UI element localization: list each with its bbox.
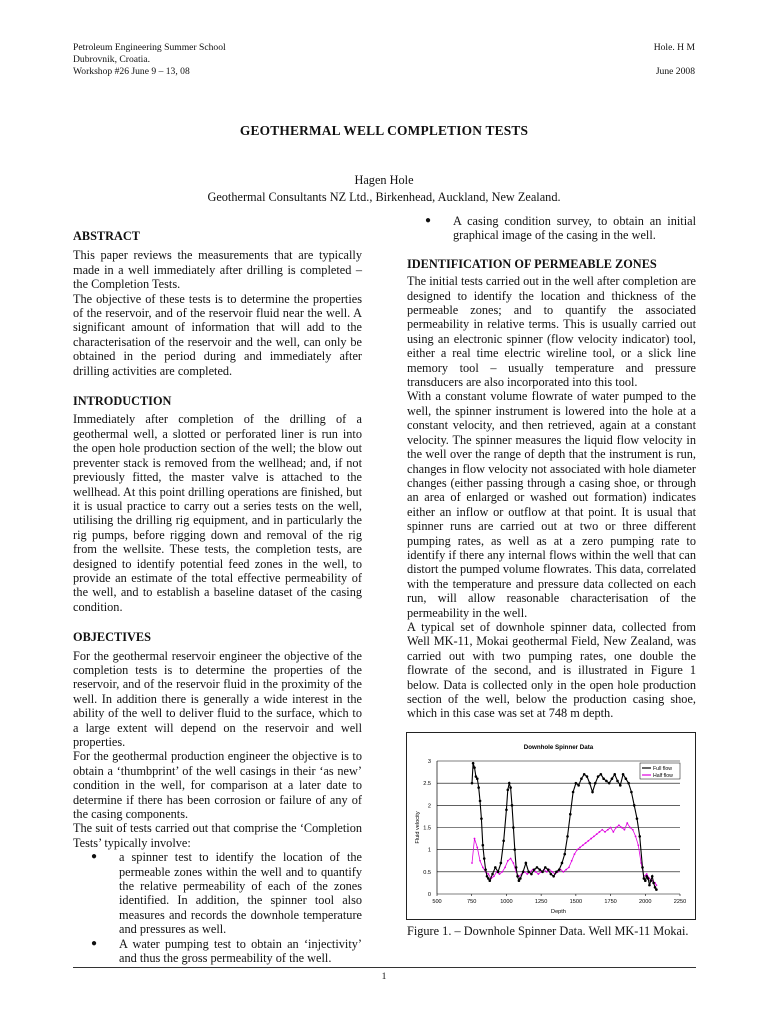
data-point bbox=[641, 866, 644, 869]
data-point bbox=[476, 847, 478, 849]
data-point bbox=[613, 773, 616, 776]
data-point bbox=[577, 784, 580, 787]
figure-1-chart bbox=[406, 732, 696, 920]
data-point bbox=[607, 829, 609, 831]
header-date: June 2008 bbox=[655, 66, 695, 77]
data-point bbox=[579, 847, 581, 849]
data-point bbox=[499, 873, 501, 875]
header-author: Hole. H M bbox=[653, 42, 695, 53]
data-point bbox=[574, 853, 576, 855]
data-point bbox=[580, 777, 583, 780]
data-point bbox=[626, 822, 628, 824]
data-point bbox=[627, 782, 630, 785]
author-affiliation: Geothermal Consultants NZ Ltd., Birkenhead, Auckland, New Zealand. bbox=[207, 190, 561, 204]
y-tick-label: 2 bbox=[427, 803, 431, 810]
list-item-text: A casing condition survey, to obtain an initial graphical image of the casing in the well. bbox=[453, 214, 696, 243]
data-point bbox=[507, 789, 510, 792]
permeable-paragraph-1: The initial tests carried out in the well after completion are designed to identify the location and thickness of the permeable zones; and to quantify the associated permeability in relative terms. This is usually carried out using an electronic spinner (flow velocity indicator) tool, either a real time electric wireline tool, or a slick line memory tool – usually temperature and pressure transducers are also incorporated into this tool. bbox=[407, 274, 696, 390]
y-tick-label: 3 bbox=[427, 759, 431, 765]
y-tick-label: 0.5 bbox=[423, 869, 431, 876]
data-point bbox=[502, 840, 505, 843]
data-point bbox=[551, 871, 553, 873]
list-item bbox=[73, 937, 362, 966]
data-point bbox=[546, 871, 548, 873]
data-point bbox=[654, 886, 657, 889]
data-point bbox=[637, 844, 639, 846]
data-point bbox=[479, 860, 481, 862]
objectives-paragraph-1: For the geothermal reservoir engineer the objective of the completion tests is to determine the properties of the reservoir, and of the reservoir fluid in the proximity of the well. In addition there is generally a wide interest in the ability of the well to deliver fluid to the surface, which to a large extent will depend on the reservoir and well properties. bbox=[73, 648, 362, 749]
running-header-left bbox=[73, 42, 226, 78]
data-point bbox=[525, 862, 528, 865]
data-point bbox=[615, 827, 617, 829]
data-point bbox=[483, 857, 486, 860]
left-column bbox=[73, 214, 362, 966]
data-point bbox=[591, 791, 594, 794]
data-point bbox=[475, 775, 478, 778]
data-point bbox=[515, 866, 518, 869]
list-item-text: A water pumping test to obtain an ‘injectivity’ and thus the gross permeability of the well. bbox=[119, 936, 362, 966]
data-point bbox=[512, 862, 514, 864]
data-point bbox=[526, 873, 528, 875]
data-point bbox=[629, 827, 631, 829]
data-point bbox=[491, 873, 494, 876]
data-point bbox=[552, 875, 555, 878]
data-point bbox=[510, 858, 512, 860]
data-point bbox=[602, 777, 605, 780]
x-tick-label: 2000 bbox=[639, 899, 652, 905]
data-point bbox=[586, 775, 589, 778]
data-point bbox=[547, 868, 550, 871]
data-point bbox=[599, 831, 601, 833]
data-point bbox=[561, 862, 564, 865]
header-workshop: Workshop #26 June 9 – 13, 08 bbox=[73, 66, 190, 77]
data-point bbox=[565, 869, 567, 871]
data-point bbox=[610, 827, 612, 829]
data-point bbox=[493, 875, 495, 877]
introduction-paragraph: Immediately after completion of the drilling of a geothermal well, a slotted or perforated liner is run into the open hole production section of the well; the blow out preventer stack is removed from the wellhead; and, if not previously fitted, the master valve is attached to the wellhead. At this point drilling operations are finished, but it is usual practice to carry out a series tests on the well, utilising the drilling rig equipment, and in particularly the rig pumps, before rigging down and removal of the rig from the wellsite. These tests, the completion tests, are designed to identify potential feed zones in the well, to provide an estimate of the total effective permeability of the well, and to establish a baseline dataset of the casing condition. bbox=[73, 412, 362, 614]
data-point bbox=[652, 882, 655, 885]
data-point bbox=[594, 782, 597, 785]
running-header-right bbox=[654, 42, 695, 78]
data-point bbox=[636, 817, 639, 820]
data-point bbox=[563, 853, 566, 856]
data-point bbox=[647, 877, 650, 880]
data-point bbox=[648, 884, 651, 887]
x-tick-label: 1250 bbox=[534, 899, 548, 905]
data-point bbox=[568, 867, 570, 869]
page-number: 1 bbox=[381, 971, 387, 982]
abstract-heading: ABSTRACT bbox=[73, 229, 140, 243]
data-point bbox=[646, 873, 648, 875]
paper-title: GEOTHERMAL WELL COMPLETION TESTS bbox=[239, 123, 529, 138]
abstract-paragraph-1: This paper reviews the measurements that are typically made in a well immediately after drilling is completed – the Completion Tests. bbox=[73, 248, 362, 292]
introduction-heading: INTRODUCTION bbox=[73, 394, 172, 409]
x-tick-label: 1000 bbox=[500, 899, 513, 905]
data-point bbox=[616, 780, 619, 783]
data-point bbox=[472, 762, 475, 765]
list-item bbox=[407, 214, 696, 243]
data-point bbox=[585, 842, 587, 844]
data-point bbox=[643, 877, 646, 880]
data-point bbox=[488, 879, 491, 882]
data-point bbox=[527, 871, 530, 874]
data-point bbox=[508, 782, 511, 785]
data-point bbox=[513, 848, 516, 851]
data-point bbox=[505, 808, 508, 811]
legend-label: Full flow bbox=[653, 766, 673, 772]
data-point bbox=[633, 804, 636, 807]
data-point bbox=[501, 871, 503, 873]
legend-label: Half flow bbox=[653, 773, 673, 779]
x-tick-label: 750 bbox=[467, 899, 477, 905]
data-point bbox=[471, 782, 474, 785]
data-point bbox=[504, 867, 506, 869]
data-point bbox=[555, 871, 558, 874]
data-point bbox=[541, 871, 544, 874]
data-point bbox=[655, 884, 657, 886]
data-point bbox=[516, 875, 519, 878]
data-point bbox=[618, 824, 620, 826]
data-point bbox=[512, 826, 515, 829]
x-tick-label: 1500 bbox=[569, 899, 583, 905]
data-point bbox=[566, 835, 569, 838]
data-point bbox=[535, 871, 537, 873]
x-tick-label: 500 bbox=[432, 899, 442, 905]
data-point bbox=[638, 835, 641, 838]
data-point bbox=[593, 835, 595, 837]
data-point bbox=[500, 862, 503, 865]
completion-tests-list-continued bbox=[407, 214, 696, 243]
data-point bbox=[645, 875, 648, 878]
bullet-icon: ● bbox=[91, 937, 98, 949]
header-spacer bbox=[654, 54, 695, 66]
data-point bbox=[482, 844, 485, 847]
y-tick-label: 1 bbox=[427, 847, 431, 854]
y-axis-label: Fluid velocity bbox=[415, 811, 421, 844]
data-point bbox=[651, 875, 654, 878]
data-point bbox=[519, 877, 522, 880]
data-point bbox=[536, 866, 539, 869]
data-point bbox=[482, 867, 484, 869]
data-point bbox=[644, 879, 647, 882]
data-point bbox=[484, 868, 487, 871]
data-point bbox=[597, 775, 600, 778]
data-point bbox=[635, 835, 637, 837]
data-point bbox=[588, 782, 591, 785]
data-point bbox=[625, 777, 628, 780]
data-point bbox=[537, 873, 539, 875]
data-point bbox=[611, 777, 614, 780]
data-point bbox=[497, 871, 500, 874]
x-axis-label: Depth bbox=[551, 909, 566, 915]
data-point bbox=[480, 817, 483, 820]
footer-rule bbox=[73, 967, 696, 968]
data-point bbox=[569, 813, 572, 816]
permeable-paragraph-2: With a constant volume flowrate of water pumped to the well, the spinner instrument is lowered into the hole at a constant velocity, and then retrieved, again at a constant velocity. The spinner measures the liquid flow velocity in the well over the range of depth that the instrument is run, changes in flow velocity not associated with hole diameter changes (either passing through a casing shoe, or through an area of enlarged or washed out formation) indicates either an inflow or outflow at that point. It is usual that spinner runs are carried out at two or three different pumping rates, as well as at a zero pumping rate to identify if there any internal flows within the well that can distort the pumped volume flowrates. This data, correlated with the temperature and pressure data collected on each run, will allow reasonable characterisation of the permeability in the well. bbox=[407, 389, 696, 620]
data-point bbox=[630, 791, 633, 794]
data-point bbox=[471, 862, 473, 864]
bullet-icon: ● bbox=[425, 215, 432, 226]
x-tick-label: 1750 bbox=[604, 899, 617, 905]
data-point bbox=[612, 831, 614, 833]
y-tick-label: 2.5 bbox=[423, 781, 431, 788]
data-point bbox=[624, 829, 626, 831]
data-point bbox=[538, 868, 541, 871]
data-point bbox=[477, 786, 480, 789]
objectives-paragraph-2: For the geothermal production engineer the objective is to obtain a ‘thumbprint’ of the well casings in their ‘as new’ condition in the well, for comparison at a later date to determine if there has been corrosion or failure of any of the casing components. bbox=[73, 749, 362, 822]
data-point bbox=[572, 791, 575, 794]
objectives-paragraph-3: The suit of tests carried out that comprise the ‘Completion Tests’ typically involve: bbox=[73, 821, 362, 850]
bullet-icon: ● bbox=[91, 851, 98, 863]
data-point bbox=[479, 800, 482, 803]
data-point bbox=[558, 868, 561, 871]
data-point bbox=[650, 879, 653, 882]
data-point bbox=[511, 804, 514, 807]
data-point bbox=[509, 786, 512, 789]
data-point bbox=[590, 838, 592, 840]
data-point bbox=[486, 875, 489, 878]
data-point bbox=[601, 829, 603, 831]
data-point bbox=[587, 840, 589, 842]
list-item-text: a spinner test to identify the location of the permeable zones within the well and to quantify the relative permeability of each of the zones identified. In addition, the spinner tool also measures and records the downhole temperature and pressures as well. bbox=[119, 850, 362, 937]
y-tick-label: 1.5 bbox=[423, 825, 431, 832]
spinner-chart-svg bbox=[407, 733, 695, 919]
data-point bbox=[474, 838, 476, 840]
data-point bbox=[655, 888, 658, 891]
data-point bbox=[550, 873, 553, 876]
header-location: Dubrovnik, Croatia. bbox=[73, 54, 151, 65]
data-point bbox=[619, 784, 622, 787]
data-point bbox=[530, 873, 533, 876]
figure-caption: Figure 1. – Downhole Spinner Data. Well MK-11 Mokai. bbox=[407, 924, 689, 938]
data-point bbox=[576, 849, 578, 851]
data-point bbox=[600, 773, 603, 776]
data-point bbox=[476, 777, 479, 780]
author-name: Hagen Hole bbox=[354, 173, 414, 187]
data-point bbox=[596, 833, 598, 835]
data-point bbox=[621, 827, 623, 829]
list-item bbox=[73, 850, 362, 936]
data-point bbox=[487, 873, 489, 875]
right-column bbox=[407, 214, 696, 721]
data-point bbox=[571, 860, 573, 862]
author-block bbox=[0, 172, 768, 206]
data-point bbox=[622, 773, 625, 776]
data-point bbox=[518, 879, 521, 882]
chart-title: Downhole Spinner Data bbox=[523, 744, 594, 751]
x-tick-label: 2250 bbox=[673, 899, 687, 905]
abstract-paragraph-2: The objective of these tests is to determine the properties of the reservoir, and of the reservoir fluid near the well. A significant amount of information that will add to the characterisation of the reservoir and the well, can only be obtained in the period during and immediately after drilling activities are completed. bbox=[73, 291, 362, 378]
data-point bbox=[544, 866, 547, 869]
header-school: Petroleum Engineering Summer School bbox=[73, 42, 226, 53]
data-point bbox=[533, 868, 536, 871]
data-point bbox=[632, 829, 634, 831]
data-point bbox=[605, 780, 608, 783]
data-point bbox=[582, 844, 584, 846]
data-point bbox=[583, 773, 586, 776]
data-point bbox=[487, 877, 490, 880]
objectives-heading: OBJECTIVES bbox=[73, 630, 151, 645]
data-point bbox=[608, 782, 611, 785]
permeable-zones-heading: IDENTIFICATION OF PERMEABLE ZONES bbox=[407, 256, 657, 271]
data-point bbox=[604, 831, 606, 833]
data-point bbox=[494, 866, 497, 869]
permeable-paragraph-3: A typical set of downhole spinner data, collected from Well MK-11, Mokai geothermal Field, New Zealand, was carried out with two pumping rates, one double the flowrate of the second, and is illustrated in Figure 1 below. Data is collected only in the open hole production section of the well, below the production casing shoe, which in this case was set at 748 m depth. bbox=[407, 619, 696, 721]
data-point bbox=[575, 782, 578, 785]
y-tick-label: 0 bbox=[427, 892, 431, 898]
data-point bbox=[522, 871, 525, 874]
completion-tests-list bbox=[73, 850, 362, 965]
data-point bbox=[473, 766, 476, 769]
data-point bbox=[507, 860, 509, 862]
data-point bbox=[562, 871, 564, 873]
